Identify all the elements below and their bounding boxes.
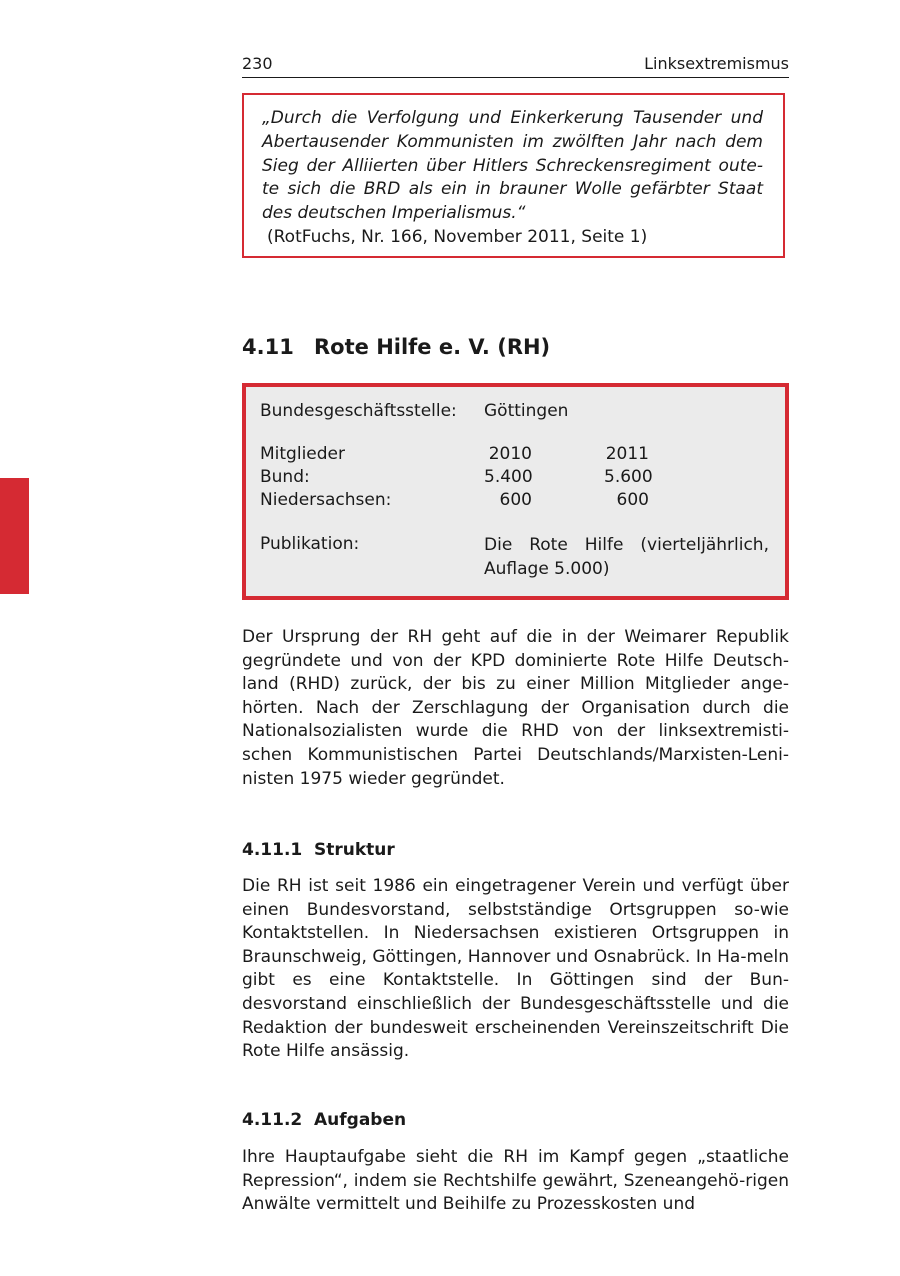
page [242, 50, 789, 1215]
subsection-heading-aufgaben [242, 1110, 406, 1130]
page-header [242, 50, 789, 78]
subsection-heading-struktur [242, 840, 395, 860]
year-2011: 2011 [605, 444, 649, 464]
section-heading [242, 335, 550, 359]
quote-text: „Durch die Verfolgung und Einkerkerung Tausender und Abertausender Kommunisten im zwölften Jahr nach dem Sieg der Alliierten über Hitlers Schreckensregiment oute-te sich die BRD als ein in brauner Wolle gefärbter Staat des deutschen Imperialismus.“ [262, 108, 763, 224]
chapter-title: Linksextremismus [644, 54, 789, 73]
office-label: Bundesgeschäftsstelle: [260, 401, 457, 421]
subsection-title: Struktur [314, 840, 395, 860]
subsection-number: 4.11.1 [242, 840, 303, 860]
struktur-paragraph: Die RH ist seit 1986 ein eingetragener Verein und verfügt über einen Bundesvorstand, selbstständige Ortsgruppen so-wie Kontaktstellen. In Niedersachsen existieren Ortsgruppen in Braunschweig, Göttingen, Hannover und Osnabrück. In Ha-meln gibt es eine Kontaktstelle. In Göttingen sind der Bun-desvorstand einschließlich der Bundesgeschäftsstelle und die Redaktion der bundesweit erscheinenden Vereinszeitschrift Die Rote Hilfe ansässig. [242, 876, 789, 1062]
intro-paragraph: Der Ursprung der RH geht auf die in der Weimarer Republik gegründete und von der KPD dominierte Rote Hilfe Deutsch-land (RHD) zurück, der bis zu einer Million Mitglieder ange-hörten. Nach der Zerschlagung der Organisation durch die Nationalsozialisten wurde die RHD von der linksextremisti-schen Kommunistischen Partei Deutschlands/Marxisten-Leni-nisten 1975 wieder gegründet. [242, 627, 789, 789]
members-label: Mitglieder [260, 444, 345, 464]
bund-2010: 5.400 [484, 467, 533, 487]
subsection-title: Aufgaben [314, 1110, 407, 1130]
info-box [242, 383, 789, 600]
office-value: Göttingen [484, 401, 569, 421]
publication-line-1: Die Rote Hilfe (vierteljährlich, [484, 535, 769, 555]
niedersachsen-2011: 600 [616, 490, 649, 510]
niedersachsen-2010: 600 [499, 490, 532, 510]
bund-2011: 5.600 [604, 467, 653, 487]
year-2010: 2010 [488, 444, 532, 464]
page-number: 230 [242, 54, 273, 73]
quote-box [242, 93, 785, 258]
quote-source: (RotFuchs, Nr. 166, November 2011, Seite 1) [267, 226, 648, 247]
section-number: 4.11 [242, 335, 294, 359]
publication-line-2: Auflage 5.000) [484, 558, 610, 579]
subsection-number: 4.11.2 [242, 1110, 303, 1130]
row-label-bund: Bund: [260, 467, 310, 487]
section-title: Rote Hilfe e. V. (RH) [314, 335, 551, 359]
publication-label: Publikation: [260, 534, 360, 554]
publication-value [484, 534, 769, 581]
row-label-niedersachsen: Niedersachsen: [260, 490, 392, 510]
aufgaben-paragraph: Ihre Hauptaufgabe sieht die RH im Kampf gegen „staatliche Repression“, indem sie Rechtshilfe gewährt, Szeneangehö-rigen Anwälte vermittelt und Beihilfe zu Prozesskosten und [242, 1147, 789, 1215]
chapter-tab-marker [0, 478, 29, 594]
